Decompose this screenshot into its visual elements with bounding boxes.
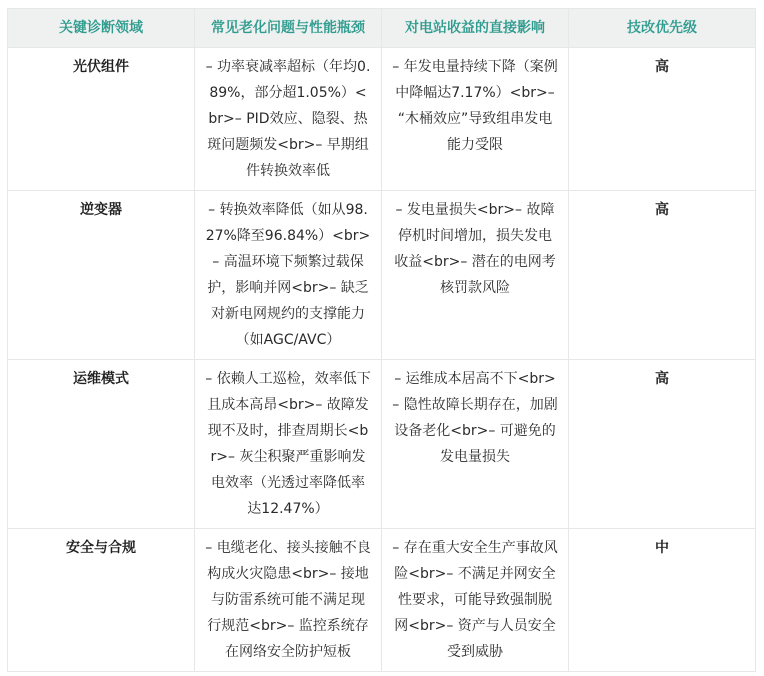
cell-issues: – 功率衰减率超标（年均0.89%，部分超1.05%）<br>– PID效应、隐裂、热斑问题频发<br>– 早期组件转换效率低 xyxy=(195,48,382,191)
table-header xyxy=(8,9,756,48)
cell-priority: 高 xyxy=(569,360,756,529)
cell-issues: – 依赖人工巡检，效率低下且成本高昂<br>– 故障发现不及时，排查周期长<br>– 灰尘积聚严重影响发电效率（光透过率降低率达12.47%） xyxy=(195,360,382,529)
table-row xyxy=(8,360,756,529)
cell-domain: 光伏组件 xyxy=(8,48,195,191)
cell-priority: 中 xyxy=(569,529,756,672)
table-row xyxy=(8,529,756,672)
cell-priority: 高 xyxy=(569,48,756,191)
cell-issues: – 电缆老化、接头接触不良构成火灾隐患<br>– 接地与防雷系统可能不满足现行规范<br>– 监控系统存在网络安全防护短板 xyxy=(195,529,382,672)
cell-impact: – 运维成本居高不下<br>– 隐性故障长期存在，加剧设备老化<br>– 可避免的发电量损失 xyxy=(382,360,569,529)
cell-issues: – 转换效率降低（如从98.27%降至96.84%）<br>– 高温环境下频繁过载保护，影响并网<br>– 缺乏对新电网规约的支撑能力（如AGC/AVC） xyxy=(195,191,382,360)
cell-domain: 逆变器 xyxy=(8,191,195,360)
header-impact: 对电站收益的直接影响 xyxy=(382,9,569,48)
cell-priority: 高 xyxy=(569,191,756,360)
cell-impact: – 发电量损失<br>– 故障停机时间增加，损失发电收益<br>– 潜在的电网考核罚款风险 xyxy=(382,191,569,360)
cell-impact: – 年发电量持续下降（案例中降幅达7.17%）<br>– “木桶效应”导致组串发电能力受限 xyxy=(382,48,569,191)
table-row xyxy=(8,191,756,360)
header-row xyxy=(8,9,756,48)
diagnosis-table xyxy=(7,8,756,672)
header-issues: 常见老化问题与性能瓶颈 xyxy=(195,9,382,48)
header-domain: 关键诊断领域 xyxy=(8,9,195,48)
diagnosis-table-container xyxy=(7,8,756,672)
cell-domain: 安全与合规 xyxy=(8,529,195,672)
header-priority: 技改优先级 xyxy=(569,9,756,48)
cell-impact: – 存在重大安全生产事故风险<br>– 不满足并网安全性要求，可能导致强制脱网<br>– 资产与人员安全受到威胁 xyxy=(382,529,569,672)
cell-domain: 运维模式 xyxy=(8,360,195,529)
table-row xyxy=(8,48,756,191)
table-body xyxy=(8,48,756,672)
